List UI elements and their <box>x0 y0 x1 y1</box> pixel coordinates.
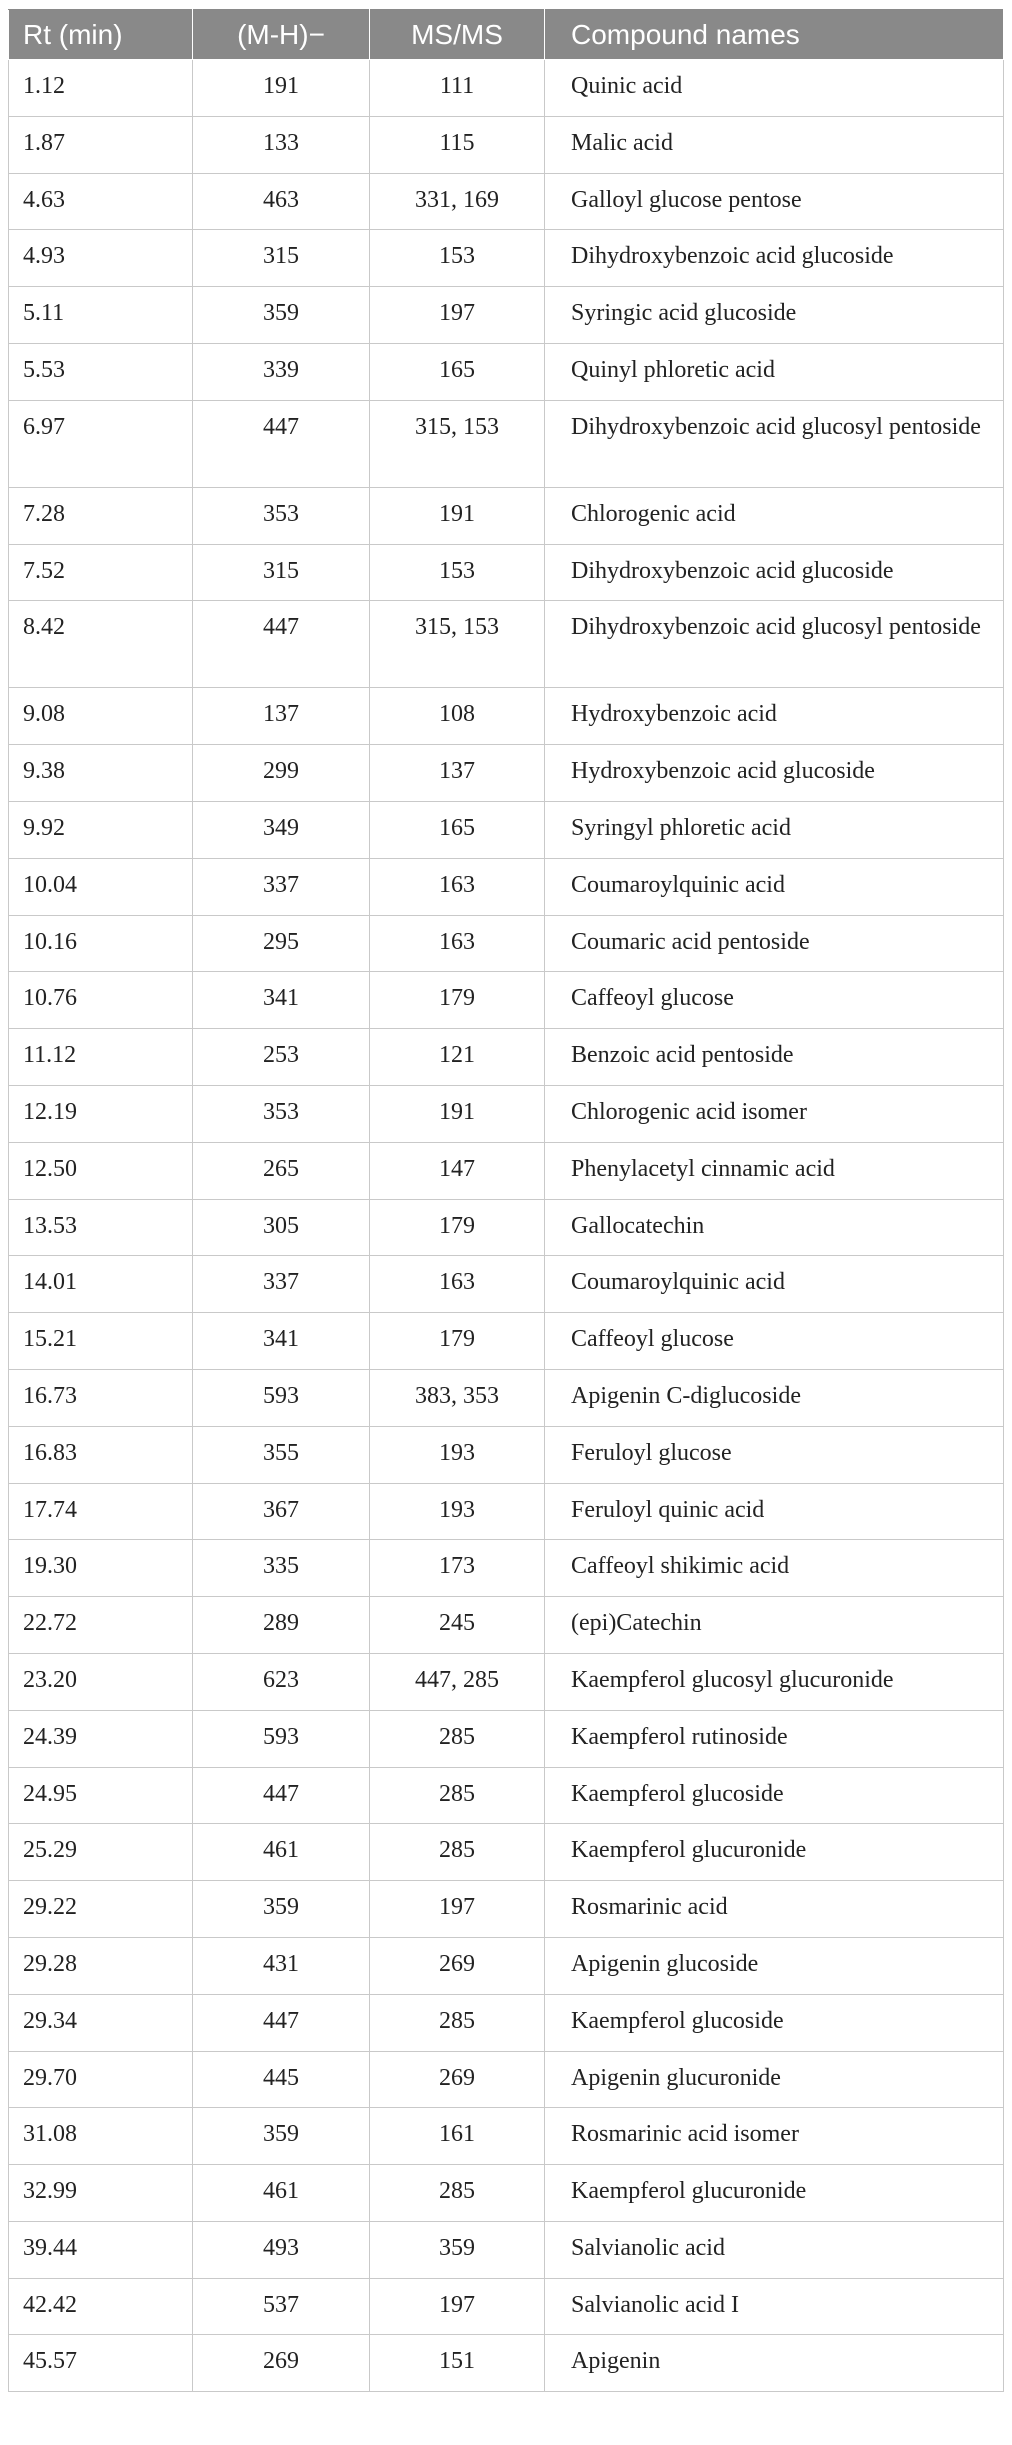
cell-mh: 493 <box>193 2221 370 2278</box>
table-row <box>9 1256 1004 1313</box>
cell-msms: 193 <box>370 1483 545 1540</box>
cell-compound-name: Caffeoyl shikimic acid <box>545 1540 1004 1597</box>
table-row <box>9 2221 1004 2278</box>
table-row <box>9 2108 1004 2165</box>
cell-compound-name: Kaempferol glucoside <box>545 1994 1004 2051</box>
cell-compound-name: Apigenin glucuronide <box>545 2051 1004 2108</box>
cell-msms: 285 <box>370 1710 545 1767</box>
cell-compound-name: Rosmarinic acid <box>545 1881 1004 1938</box>
cell-msms: 137 <box>370 745 545 802</box>
cell-compound-name: Galloyl glucose pentose <box>545 173 1004 230</box>
cell-compound-name: (epi)Catechin <box>545 1597 1004 1654</box>
cell-msms: 115 <box>370 116 545 173</box>
cell-rt: 9.38 <box>9 745 193 802</box>
cell-msms: 108 <box>370 688 545 745</box>
cell-mh: 537 <box>193 2278 370 2335</box>
cell-mh: 353 <box>193 487 370 544</box>
cell-mh: 593 <box>193 1369 370 1426</box>
cell-msms: 153 <box>370 544 545 601</box>
cell-rt: 19.30 <box>9 1540 193 1597</box>
cell-msms: 285 <box>370 1994 545 2051</box>
table-row <box>9 1767 1004 1824</box>
cell-compound-name: Gallocatechin <box>545 1199 1004 1256</box>
table-row <box>9 601 1004 688</box>
cell-rt: 14.01 <box>9 1256 193 1313</box>
cell-rt: 29.28 <box>9 1937 193 1994</box>
cell-compound-name: Apigenin <box>545 2335 1004 2392</box>
table-row <box>9 1199 1004 1256</box>
table-row <box>9 858 1004 915</box>
cell-rt: 5.53 <box>9 343 193 400</box>
cell-rt: 24.39 <box>9 1710 193 1767</box>
cell-mh: 335 <box>193 1540 370 1597</box>
cell-compound-name: Kaempferol glucuronide <box>545 2165 1004 2222</box>
cell-msms: 161 <box>370 2108 545 2165</box>
table-row <box>9 1426 1004 1483</box>
cell-compound-name: Dihydroxybenzoic acid glucosyl pentoside <box>545 400 1004 487</box>
cell-rt: 23.20 <box>9 1653 193 1710</box>
cell-compound-name: Coumaroylquinic acid <box>545 1256 1004 1313</box>
table-row <box>9 1483 1004 1540</box>
cell-mh: 253 <box>193 1029 370 1086</box>
cell-mh: 623 <box>193 1653 370 1710</box>
cell-msms: 197 <box>370 1881 545 1938</box>
cell-compound-name: Kaempferol rutinoside <box>545 1710 1004 1767</box>
cell-compound-name: Kaempferol glucoside <box>545 1767 1004 1824</box>
table-header <box>9 10 1004 60</box>
cell-rt: 31.08 <box>9 2108 193 2165</box>
table-row <box>9 116 1004 173</box>
cell-mh: 431 <box>193 1937 370 1994</box>
table-row <box>9 1653 1004 1710</box>
cell-mh: 191 <box>193 60 370 117</box>
cell-mh: 341 <box>193 972 370 1029</box>
cell-msms: 153 <box>370 230 545 287</box>
table-row <box>9 1824 1004 1881</box>
table-row <box>9 1029 1004 1086</box>
cell-mh: 337 <box>193 858 370 915</box>
cell-compound-name: Benzoic acid pentoside <box>545 1029 1004 1086</box>
cell-msms: 179 <box>370 972 545 1029</box>
cell-compound-name: Syringic acid glucoside <box>545 287 1004 344</box>
cell-mh: 349 <box>193 801 370 858</box>
cell-rt: 16.73 <box>9 1369 193 1426</box>
cell-compound-name: Syringyl phloretic acid <box>545 801 1004 858</box>
cell-msms: 315, 153 <box>370 601 545 688</box>
cell-compound-name: Feruloyl glucose <box>545 1426 1004 1483</box>
cell-mh: 299 <box>193 745 370 802</box>
cell-compound-name: Apigenin C-diglucoside <box>545 1369 1004 1426</box>
cell-mh: 463 <box>193 173 370 230</box>
cell-mh: 133 <box>193 116 370 173</box>
table-row <box>9 343 1004 400</box>
cell-rt: 13.53 <box>9 1199 193 1256</box>
cell-msms: 447, 285 <box>370 1653 545 1710</box>
cell-compound-name: Dihydroxybenzoic acid glucosyl pentoside <box>545 601 1004 688</box>
table-row <box>9 2278 1004 2335</box>
cell-mh: 269 <box>193 2335 370 2392</box>
cell-rt: 8.42 <box>9 601 193 688</box>
cell-rt: 5.11 <box>9 287 193 344</box>
cell-msms: 197 <box>370 287 545 344</box>
cell-mh: 359 <box>193 287 370 344</box>
cell-rt: 29.22 <box>9 1881 193 1938</box>
cell-msms: 285 <box>370 1767 545 1824</box>
table-row <box>9 487 1004 544</box>
table-row <box>9 230 1004 287</box>
header-compound-names: Compound names <box>545 10 1004 60</box>
cell-rt: 16.83 <box>9 1426 193 1483</box>
cell-rt: 25.29 <box>9 1824 193 1881</box>
cell-rt: 39.44 <box>9 2221 193 2278</box>
cell-mh: 137 <box>193 688 370 745</box>
cell-compound-name: Apigenin glucoside <box>545 1937 1004 1994</box>
table-row <box>9 1540 1004 1597</box>
cell-compound-name: Coumaric acid pentoside <box>545 915 1004 972</box>
cell-rt: 1.87 <box>9 116 193 173</box>
table-row <box>9 544 1004 601</box>
cell-compound-name: Quinic acid <box>545 60 1004 117</box>
cell-msms: 163 <box>370 1256 545 1313</box>
cell-compound-name: Caffeoyl glucose <box>545 1313 1004 1370</box>
cell-compound-name: Caffeoyl glucose <box>545 972 1004 1029</box>
cell-rt: 11.12 <box>9 1029 193 1086</box>
cell-rt: 7.52 <box>9 544 193 601</box>
cell-msms: 285 <box>370 1824 545 1881</box>
cell-msms: 359 <box>370 2221 545 2278</box>
cell-rt: 10.04 <box>9 858 193 915</box>
table-row <box>9 1369 1004 1426</box>
cell-rt: 9.08 <box>9 688 193 745</box>
cell-compound-name: Chlorogenic acid <box>545 487 1004 544</box>
cell-mh: 447 <box>193 1994 370 2051</box>
cell-mh: 315 <box>193 544 370 601</box>
cell-msms: 331, 169 <box>370 173 545 230</box>
cell-mh: 461 <box>193 2165 370 2222</box>
cell-compound-name: Chlorogenic acid isomer <box>545 1085 1004 1142</box>
cell-msms: 269 <box>370 2051 545 2108</box>
cell-compound-name: Salvianolic acid <box>545 2221 1004 2278</box>
cell-mh: 359 <box>193 2108 370 2165</box>
cell-msms: 121 <box>370 1029 545 1086</box>
cell-mh: 337 <box>193 1256 370 1313</box>
cell-msms: 315, 153 <box>370 400 545 487</box>
cell-mh: 315 <box>193 230 370 287</box>
cell-mh: 353 <box>193 1085 370 1142</box>
cell-rt: 4.93 <box>9 230 193 287</box>
table-row <box>9 915 1004 972</box>
table-row <box>9 1710 1004 1767</box>
header-msms: MS/MS <box>370 10 545 60</box>
cell-rt: 12.50 <box>9 1142 193 1199</box>
header-row <box>9 10 1004 60</box>
cell-mh: 305 <box>193 1199 370 1256</box>
cell-msms: 179 <box>370 1199 545 1256</box>
table-row <box>9 972 1004 1029</box>
cell-rt: 7.28 <box>9 487 193 544</box>
cell-rt: 22.72 <box>9 1597 193 1654</box>
table-row <box>9 1881 1004 1938</box>
cell-compound-name: Rosmarinic acid isomer <box>545 2108 1004 2165</box>
cell-mh: 355 <box>193 1426 370 1483</box>
cell-mh: 447 <box>193 1767 370 1824</box>
table-row <box>9 1937 1004 1994</box>
cell-compound-name: Dihydroxybenzoic acid glucoside <box>545 230 1004 287</box>
table-row <box>9 1313 1004 1370</box>
cell-msms: 111 <box>370 60 545 117</box>
cell-mh: 447 <box>193 400 370 487</box>
cell-rt: 9.92 <box>9 801 193 858</box>
table-body <box>9 60 1004 2392</box>
cell-msms: 173 <box>370 1540 545 1597</box>
cell-rt: 42.42 <box>9 2278 193 2335</box>
cell-rt: 4.63 <box>9 173 193 230</box>
cell-mh: 341 <box>193 1313 370 1370</box>
cell-rt: 17.74 <box>9 1483 193 1540</box>
cell-compound-name: Kaempferol glucuronide <box>545 1824 1004 1881</box>
cell-msms: 163 <box>370 915 545 972</box>
cell-compound-name: Coumaroylquinic acid <box>545 858 1004 915</box>
cell-msms: 151 <box>370 2335 545 2392</box>
cell-mh: 265 <box>193 1142 370 1199</box>
cell-rt: 32.99 <box>9 2165 193 2222</box>
table-row <box>9 2051 1004 2108</box>
cell-mh: 461 <box>193 1824 370 1881</box>
table-row <box>9 2335 1004 2392</box>
cell-mh: 593 <box>193 1710 370 1767</box>
cell-rt: 10.76 <box>9 972 193 1029</box>
cell-msms: 193 <box>370 1426 545 1483</box>
cell-mh: 295 <box>193 915 370 972</box>
cell-rt: 1.12 <box>9 60 193 117</box>
cell-rt: 24.95 <box>9 1767 193 1824</box>
table-row <box>9 1085 1004 1142</box>
cell-mh: 359 <box>193 1881 370 1938</box>
table-row <box>9 1994 1004 2051</box>
cell-rt: 29.70 <box>9 2051 193 2108</box>
cell-rt: 29.34 <box>9 1994 193 2051</box>
cell-compound-name: Hydroxybenzoic acid <box>545 688 1004 745</box>
cell-msms: 245 <box>370 1597 545 1654</box>
table-row <box>9 400 1004 487</box>
cell-rt: 6.97 <box>9 400 193 487</box>
cell-msms: 165 <box>370 801 545 858</box>
table-row <box>9 1597 1004 1654</box>
table-row <box>9 287 1004 344</box>
header-rt: Rt (min) <box>9 10 193 60</box>
header-mh: (M-H)− <box>193 10 370 60</box>
cell-mh: 289 <box>193 1597 370 1654</box>
cell-msms: 383, 353 <box>370 1369 545 1426</box>
cell-msms: 147 <box>370 1142 545 1199</box>
cell-mh: 447 <box>193 601 370 688</box>
cell-msms: 163 <box>370 858 545 915</box>
cell-mh: 367 <box>193 1483 370 1540</box>
cell-msms: 191 <box>370 1085 545 1142</box>
cell-compound-name: Quinyl phloretic acid <box>545 343 1004 400</box>
cell-msms: 197 <box>370 2278 545 2335</box>
cell-rt: 10.16 <box>9 915 193 972</box>
table-row <box>9 801 1004 858</box>
cell-mh: 445 <box>193 2051 370 2108</box>
cell-compound-name: Hydroxybenzoic acid glucoside <box>545 745 1004 802</box>
compounds-table <box>8 9 1004 2392</box>
cell-rt: 45.57 <box>9 2335 193 2392</box>
table-row <box>9 173 1004 230</box>
cell-compound-name: Salvianolic acid I <box>545 2278 1004 2335</box>
table-row <box>9 745 1004 802</box>
cell-msms: 285 <box>370 2165 545 2222</box>
cell-compound-name: Kaempferol glucosyl glucuronide <box>545 1653 1004 1710</box>
table-row <box>9 2165 1004 2222</box>
table-row <box>9 1142 1004 1199</box>
cell-msms: 165 <box>370 343 545 400</box>
table-row <box>9 688 1004 745</box>
cell-rt: 12.19 <box>9 1085 193 1142</box>
table-row <box>9 60 1004 117</box>
cell-compound-name: Feruloyl quinic acid <box>545 1483 1004 1540</box>
cell-rt: 15.21 <box>9 1313 193 1370</box>
cell-mh: 339 <box>193 343 370 400</box>
cell-compound-name: Dihydroxybenzoic acid glucoside <box>545 544 1004 601</box>
cell-msms: 191 <box>370 487 545 544</box>
cell-msms: 269 <box>370 1937 545 1994</box>
cell-compound-name: Malic acid <box>545 116 1004 173</box>
cell-msms: 179 <box>370 1313 545 1370</box>
cell-compound-name: Phenylacetyl cinnamic acid <box>545 1142 1004 1199</box>
